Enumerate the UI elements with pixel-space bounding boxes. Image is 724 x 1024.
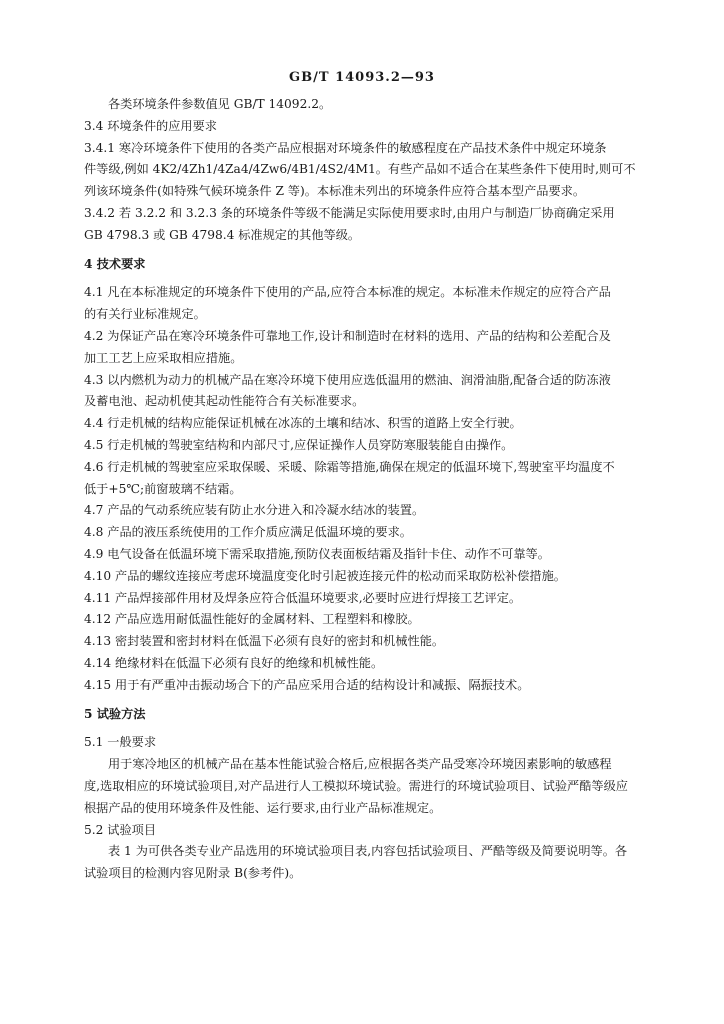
text-line: 根据产品的使用环境条件及性能、运行要求,由行业产品标准规定。	[84, 800, 442, 815]
text-line: 列该环境条件(如特殊气候环境条件 Z 等)。本标准未列出的环境条件应符合基本型产品要求。	[84, 184, 586, 199]
text-line: 4.15 用于有严重冲击振动场合下的产品应采用合适的结构设计和减振、隔振技术。	[84, 677, 530, 692]
section-heading-4: 4 技术要求	[84, 256, 146, 271]
text-line: 试验项目的检测内容见附录 B(参考件)。	[84, 866, 302, 881]
text-line: 各类环境条件参数值见 GB/T 14092.2。	[108, 97, 332, 111]
text-line: 4.9 电气设备在低温环境下需采取措施,预防仪表面板结霜及指针卡住、动作不可靠等。	[84, 546, 550, 561]
text-line: 4.5 行走机械的驾驶室结构和内部尺寸,应保证操作人员穿防寒服装能自由操作。	[84, 437, 514, 452]
section-heading-5: 5 试验方法	[84, 706, 146, 721]
clause-heading-5-2: 5.2 试验项目	[84, 822, 157, 837]
text-line: 4.14 绝缘材料在低温下必须有良好的绝缘和机械性能。	[84, 655, 384, 670]
text-line: 件等级,例如 4K2/4Zh1/4Za4/4Zw6/4B1/4S2/4M1。有些产品如不适合在某些条件下使用时,则可不	[84, 162, 636, 177]
text-line: 3.4.1 寒冷环境条件下使用的各类产品应根据对环境条件的敏感程度在产品技术条件中规定环境条	[84, 140, 607, 155]
standard-number-header: GB/T 14093.2—93	[289, 70, 435, 85]
document-body	[84, 94, 652, 885]
text-line: 低于+5℃;前窗玻璃不结霜。	[84, 481, 242, 496]
text-line: 4.8 产品的液压系统使用的工作介质应满足低温环境的要求。	[84, 525, 412, 540]
text-line: 3.4.2 若 3.2.2 和 3.2.3 条的环境条件等级不能满足实际使用要求时,由用户与制造厂协商确定采用	[84, 205, 615, 220]
text-line: 的有关行业标准规定。	[84, 307, 206, 322]
text-line: 表 1 为可供各类专业产品选用的环境试验项目表,内容包括试验项目、严酷等级及简要说明等。各	[108, 844, 628, 859]
text-line: 4.4 行走机械的结构应能保证机械在冰冻的土壤和结冰、积雪的道路上安全行驶。	[84, 416, 522, 431]
text-line: 4.12 产品应选用耐低温性能好的金属材料、工程塑料和橡胶。	[84, 612, 420, 627]
text-line: 4.3 以内燃机为动力的机械产品在寒冷环境下使用应选低温用的燃油、润滑油脂,配备合适的防冻液	[84, 372, 611, 387]
text-line: 4.11 产品焊接部件用材及焊条应符合低温环境要求,必要时应进行焊接工艺评定。	[84, 590, 522, 605]
text-line: 4.6 行走机械的驾驶室应采取保暖、采暖、除霜等措施,确保在规定的低温环境下,驾驶室平均温度不	[84, 459, 615, 474]
text-line: 4.7 产品的气动系统应装有防止水分进入和冷凝水结冰的装置。	[84, 503, 425, 518]
clause-heading-5-1: 5.1 一般要求	[84, 735, 157, 750]
text-line: 及蓄电池、起动机使其起动性能符合有关标准要求。	[84, 394, 365, 409]
text-line: 4.13 密封装置和密封材料在低温下必须有良好的密封和机械性能。	[84, 634, 445, 649]
clause-heading-3-4: 3.4 环境条件的应用要求	[84, 118, 217, 133]
text-line: 用于寒冷地区的机械产品在基本性能试验合格后,应根据各类产品受寒冷环境因素影响的敏感程	[108, 757, 612, 772]
text-line: 4.10 产品的螺纹连接应考虑环境温度变化时引起被连接元件的松动而采取防松补偿措施。	[84, 568, 566, 583]
text-line: 加工工艺上应采取相应措施。	[84, 350, 243, 365]
text-line: 度,选取相应的环境试验项目,对产品进行人工模拟环境试验。需进行的环境试验项目、试验严酷等级应	[84, 778, 628, 793]
text-line: 4.1 凡在本标准规定的环境条件下使用的产品,应符合本标准的规定。本标准未作规定的应符合产品	[84, 285, 611, 300]
text-line: 4.2 为保证产品在寒冷环境条件可靠地工作,设计和制造时在材料的选用、产品的结构和公差配合及	[84, 328, 611, 343]
text-line: GB 4798.3 或 GB 4798.4 标准规定的其他等级。	[84, 227, 361, 242]
